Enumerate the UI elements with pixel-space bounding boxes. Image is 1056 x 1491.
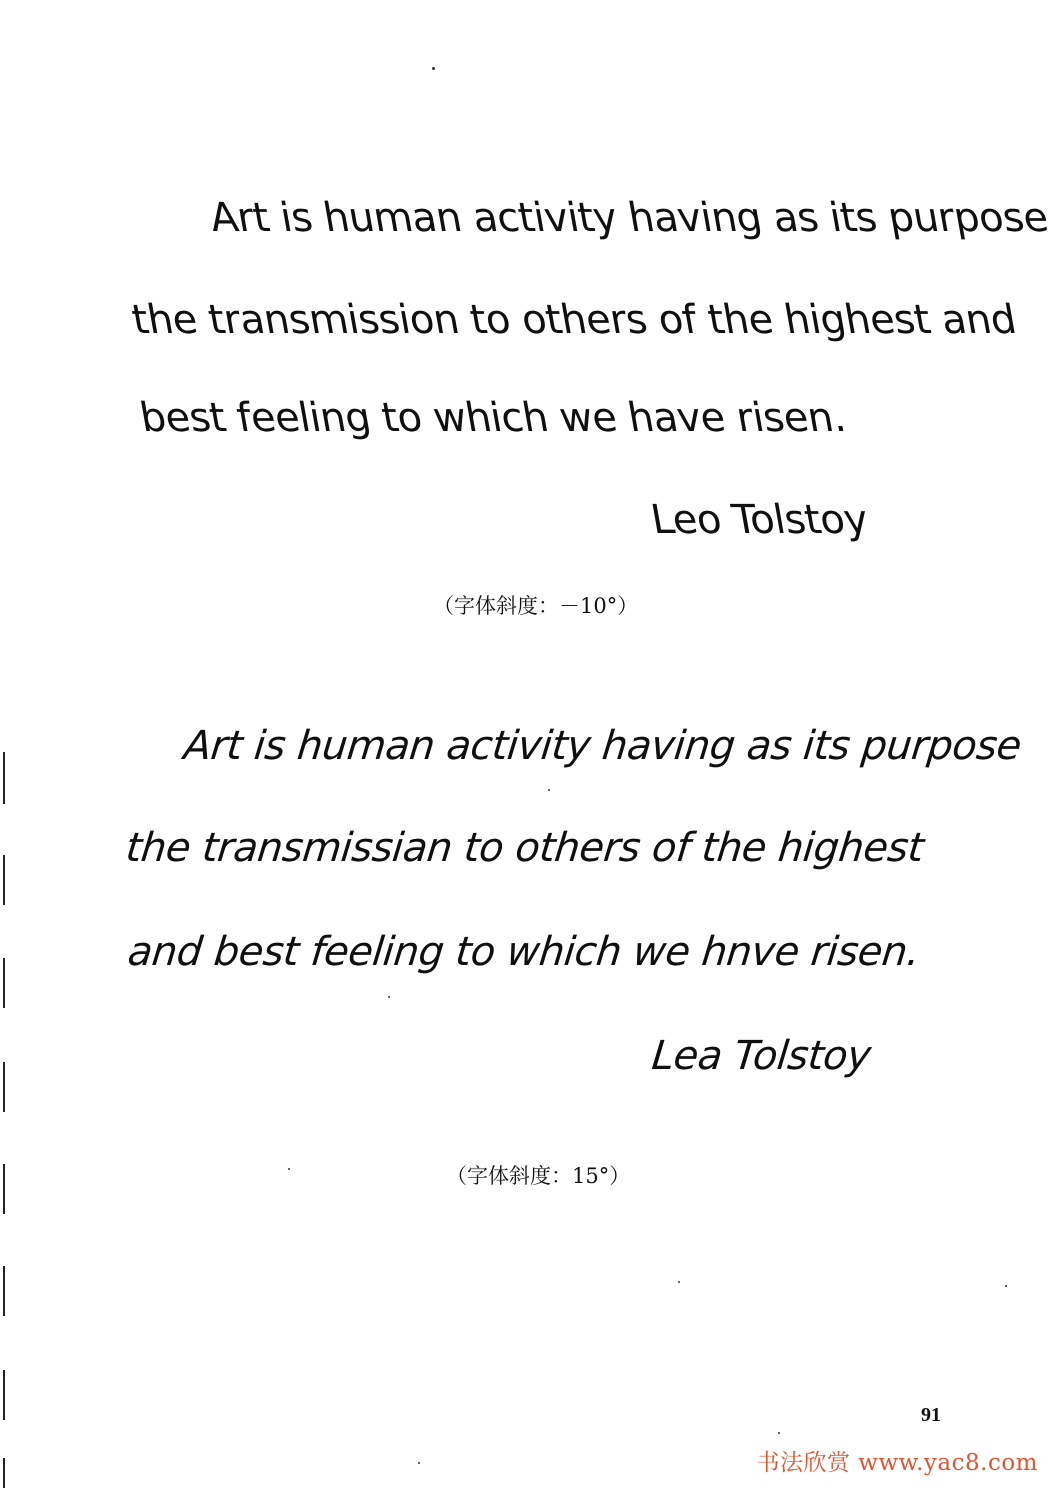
quote-author: Leo Tolstoy: [647, 497, 872, 543]
page-number: 91: [921, 1404, 941, 1426]
speck: [1005, 1285, 1007, 1287]
scan-mark: [3, 1164, 5, 1214]
scan-mark: [3, 752, 5, 804]
speck: [678, 1281, 680, 1283]
quote-line-3: best feeling to which we have risen.: [136, 395, 849, 441]
speck: [548, 789, 550, 791]
scan-mark: [3, 1266, 5, 1316]
watermark: 书法欣赏 www.yac8.com: [756, 1450, 1038, 1476]
speck: [778, 1432, 780, 1434]
quote-line-2: the transmissian to others of the highest: [123, 825, 926, 871]
scan-mark: [3, 958, 5, 1008]
quote-line-1: Art is human activity having as its purpose: [206, 195, 1052, 241]
scan-mark: [3, 855, 5, 905]
speck: [418, 1462, 420, 1464]
quote-line-1: Art is human activity having as its purpose: [181, 723, 1024, 769]
quote-author: Lea Tolstoy: [649, 1033, 873, 1079]
scan-mark: [3, 1062, 5, 1112]
scan-mark: [3, 1458, 5, 1488]
speck: [288, 1168, 290, 1170]
quote-line-3: and best feeling to which we hnve risen.: [125, 929, 922, 975]
slant-caption: （字体斜度：－10°）: [433, 594, 639, 618]
quote-line-2: the transmission to others of the highest and: [128, 297, 1020, 343]
speck: [388, 996, 390, 998]
speck: [432, 67, 435, 70]
slant-caption: （字体斜度：15°）: [446, 1164, 631, 1188]
scan-mark: [3, 1370, 5, 1420]
